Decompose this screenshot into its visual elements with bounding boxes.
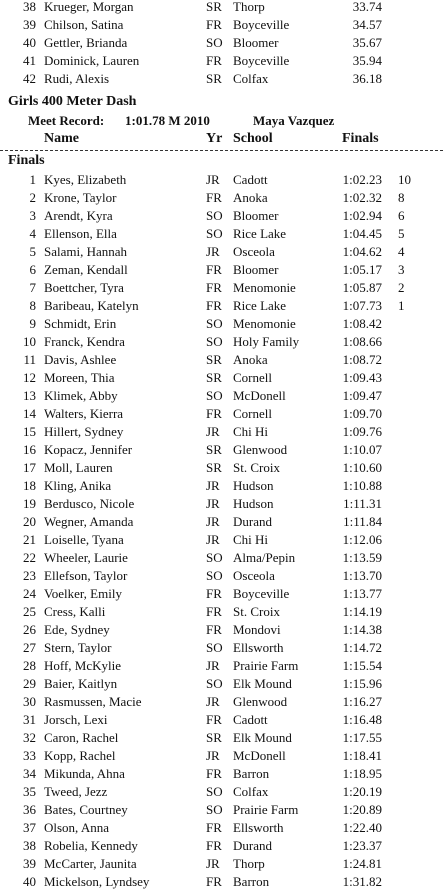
year-cell: SO <box>206 226 223 241</box>
year-cell: SR <box>206 0 222 14</box>
school-cell: Durand <box>233 514 272 529</box>
year-cell: FR <box>206 53 222 68</box>
athlete-name: Wheeler, Laurie <box>44 550 128 565</box>
year-cell: JR <box>206 496 220 511</box>
place-cell: 39 <box>23 856 36 871</box>
final-time: 1:31.82 <box>342 874 382 889</box>
place-cell: 34 <box>23 766 36 781</box>
school-cell: St. Croix <box>233 604 280 619</box>
school-cell: Osceola <box>233 244 275 259</box>
year-cell: SO <box>206 784 223 799</box>
athlete-name: Cress, Kalli <box>44 604 106 619</box>
place-cell: 30 <box>23 694 36 709</box>
athlete-name: Ellenson, Ella <box>44 226 117 241</box>
place-cell: 22 <box>23 550 36 565</box>
result-row <box>0 0 443 16</box>
result-row <box>0 711 443 729</box>
year-cell: SO <box>206 802 223 817</box>
school-cell: Ellsworth <box>233 820 284 835</box>
school-cell: Rice Lake <box>233 298 287 313</box>
athlete-name: Voelker, Emily <box>44 586 122 601</box>
athlete-name: Wegner, Amanda <box>44 514 134 529</box>
athlete-name: Berdusco, Nicole <box>44 496 135 511</box>
result-row <box>0 405 443 423</box>
result-row <box>0 675 443 693</box>
year-cell: SR <box>206 352 222 367</box>
school-cell: Mondovi <box>233 622 281 637</box>
result-row <box>0 171 443 189</box>
school-cell: Barron <box>233 874 270 889</box>
header-finals: Finals <box>342 131 379 146</box>
place-cell: 20 <box>23 514 36 529</box>
athlete-name: Tweed, Jezz <box>44 784 108 799</box>
place-cell: 12 <box>23 370 36 385</box>
final-time: 1:14.72 <box>342 640 382 655</box>
year-cell: SO <box>206 334 223 349</box>
school-cell: Osceola <box>233 568 275 583</box>
place-cell: 1 <box>29 172 36 187</box>
result-row <box>0 729 443 747</box>
athlete-name: Schmidt, Erin <box>44 316 117 331</box>
athlete-name: Mikunda, Ahna <box>44 766 125 781</box>
result-row <box>0 783 443 801</box>
athlete-name: Krueger, Morgan <box>44 0 134 14</box>
year-cell: FR <box>206 766 222 781</box>
place-cell: 35 <box>23 784 36 799</box>
final-time: 1:13.59 <box>342 550 382 565</box>
points-cell: 1 <box>398 298 405 313</box>
final-time: 1:20.89 <box>342 802 382 817</box>
result-row <box>0 513 443 531</box>
year-cell: SO <box>206 208 223 223</box>
result-row <box>0 657 443 675</box>
final-time: 1:23.37 <box>342 838 382 853</box>
year-cell: SO <box>206 316 223 331</box>
place-cell: 2 <box>29 190 36 205</box>
final-time: 35.67 <box>352 35 382 50</box>
athlete-name: Loiselle, Tyana <box>44 532 124 547</box>
place-cell: 32 <box>23 730 36 745</box>
result-row <box>0 243 443 261</box>
year-cell: FR <box>206 406 222 421</box>
result-row <box>0 441 443 459</box>
place-cell: 37 <box>23 820 36 835</box>
result-row <box>0 261 443 279</box>
result-row <box>0 495 443 513</box>
points-cell: 3 <box>398 262 405 277</box>
year-cell: JR <box>206 748 220 763</box>
place-cell: 41 <box>23 53 36 68</box>
athlete-name: Ede, Sydney <box>44 622 110 637</box>
points-cell: 2 <box>398 280 405 295</box>
athlete-name: Mickelson, Lyndsey <box>44 874 150 889</box>
athlete-name: Rudi, Alexis <box>44 71 110 86</box>
athlete-name: Olson, Anna <box>44 820 109 835</box>
result-row <box>0 279 443 297</box>
result-row <box>0 837 443 855</box>
place-cell: 23 <box>23 568 36 583</box>
event-title: Girls 400 Meter Dash <box>8 94 137 109</box>
result-row <box>0 819 443 837</box>
athlete-name: McCarter, Jaunita <box>44 856 137 871</box>
final-time: 36.18 <box>352 71 382 86</box>
school-cell: Holy Family <box>233 334 300 349</box>
athlete-name: Rasmussen, Macie <box>44 694 142 709</box>
place-cell: 17 <box>23 460 36 475</box>
year-cell: FR <box>206 262 222 277</box>
final-time: 1:20.19 <box>342 784 382 799</box>
result-row <box>0 387 443 405</box>
year-cell: JR <box>206 172 220 187</box>
year-cell: JR <box>206 856 220 871</box>
place-cell: 14 <box>23 406 36 421</box>
result-row <box>0 873 443 891</box>
result-row <box>0 855 443 873</box>
year-cell: SO <box>206 550 223 565</box>
place-cell: 11 <box>23 352 36 367</box>
year-cell: JR <box>206 424 220 439</box>
result-row <box>0 52 443 70</box>
school-cell: Anoka <box>233 352 268 367</box>
final-time: 1:24.81 <box>342 856 382 871</box>
athlete-name: Walters, Kierra <box>44 406 124 421</box>
school-cell: Boyceville <box>233 53 290 68</box>
school-cell: Glenwood <box>233 694 288 709</box>
year-cell: FR <box>206 280 222 295</box>
school-cell: Colfax <box>233 71 269 86</box>
header-school: School <box>233 131 273 146</box>
school-cell: Elk Mound <box>233 730 292 745</box>
result-row <box>0 315 443 333</box>
result-row <box>0 477 443 495</box>
school-cell: Thorp <box>233 856 265 871</box>
place-cell: 15 <box>23 424 36 439</box>
year-cell: FR <box>206 17 222 32</box>
place-cell: 28 <box>23 658 36 673</box>
school-cell: Elk Mound <box>233 676 292 691</box>
year-cell: SO <box>206 676 223 691</box>
result-row <box>0 333 443 351</box>
result-row <box>0 351 443 369</box>
athlete-name: Moreen, Thia <box>44 370 115 385</box>
final-time: 1:02.32 <box>342 190 382 205</box>
place-cell: 33 <box>23 748 36 763</box>
final-time: 1:07.73 <box>342 298 382 313</box>
year-cell: SR <box>206 71 222 86</box>
school-cell: Cornell <box>233 406 272 421</box>
final-time: 1:15.96 <box>342 676 382 691</box>
year-cell: JR <box>206 478 220 493</box>
final-time: 1:05.17 <box>342 262 382 277</box>
athlete-name: Robelia, Kennedy <box>44 838 138 853</box>
athlete-name: Dominick, Lauren <box>44 53 140 68</box>
result-row <box>0 801 443 819</box>
school-cell: Cadott <box>233 712 268 727</box>
athlete-name: Stern, Taylor <box>44 640 112 655</box>
athlete-name: Kopp, Rachel <box>44 748 116 763</box>
school-cell: Alma/Pepin <box>233 550 296 565</box>
result-row <box>0 639 443 657</box>
points-cell: 4 <box>398 244 405 259</box>
result-row <box>0 693 443 711</box>
final-time: 1:14.38 <box>342 622 382 637</box>
final-time: 1:22.40 <box>342 820 382 835</box>
place-cell: 38 <box>23 838 36 853</box>
year-cell: JR <box>206 658 220 673</box>
athlete-name: Salami, Hannah <box>44 244 128 259</box>
meet-record-label: Meet Record: <box>28 113 105 128</box>
final-time: 1:08.66 <box>342 334 382 349</box>
result-row <box>0 621 443 639</box>
place-cell: 19 <box>23 496 36 511</box>
athlete-name: Franck, Kendra <box>44 334 125 349</box>
result-row <box>0 765 443 783</box>
school-cell: Cadott <box>233 172 268 187</box>
athlete-name: Moll, Lauren <box>44 460 113 475</box>
athlete-name: Arendt, Kyra <box>44 208 113 223</box>
school-cell: Rice Lake <box>233 226 287 241</box>
place-cell: 16 <box>23 442 36 457</box>
place-cell: 4 <box>29 226 36 241</box>
school-cell: Colfax <box>233 784 269 799</box>
result-row <box>0 70 443 88</box>
athlete-name: Zeman, Kendall <box>44 262 128 277</box>
result-row <box>0 531 443 549</box>
year-cell: SO <box>206 388 223 403</box>
result-row <box>0 585 443 603</box>
athlete-name: Kopacz, Jennifer <box>44 442 133 457</box>
school-cell: Prairie Farm <box>233 658 299 673</box>
year-cell: SR <box>206 730 222 745</box>
school-cell: Boyceville <box>233 17 290 32</box>
place-cell: 24 <box>23 586 36 601</box>
final-time: 1:14.19 <box>342 604 382 619</box>
place-cell: 5 <box>29 244 36 259</box>
final-time: 1:11.84 <box>343 514 382 529</box>
points-cell: 8 <box>398 190 405 205</box>
final-time: 1:09.43 <box>342 370 382 385</box>
school-cell: Prairie Farm <box>233 802 299 817</box>
school-cell: Barron <box>233 766 270 781</box>
result-row <box>0 189 443 207</box>
year-cell: FR <box>206 874 222 889</box>
final-time: 1:10.88 <box>342 478 382 493</box>
final-time: 1:09.76 <box>342 424 382 439</box>
school-cell: Bloomer <box>233 35 279 50</box>
final-time: 1:18.95 <box>342 766 382 781</box>
final-time: 1:11.31 <box>343 496 382 511</box>
result-row <box>0 459 443 477</box>
final-time: 1:04.62 <box>342 244 382 259</box>
school-cell: Bloomer <box>233 262 279 277</box>
final-time: 1:17.55 <box>342 730 382 745</box>
result-row <box>0 297 443 315</box>
athlete-name: Boettcher, Tyra <box>44 280 124 295</box>
place-cell: 26 <box>23 622 36 637</box>
result-row <box>0 369 443 387</box>
place-cell: 40 <box>23 35 36 50</box>
final-time: 1:05.87 <box>342 280 382 295</box>
athlete-name: Gettler, Brianda <box>44 35 128 50</box>
place-cell: 29 <box>23 676 36 691</box>
final-time: 1:16.27 <box>342 694 382 709</box>
school-cell: Boyceville <box>233 586 290 601</box>
result-row <box>0 423 443 441</box>
final-time: 1:10.07 <box>342 442 382 457</box>
athlete-name: Jorsch, Lexi <box>44 712 108 727</box>
final-time: 1:15.54 <box>342 658 382 673</box>
final-time: 1:04.45 <box>342 226 382 241</box>
athlete-name: Bates, Courtney <box>44 802 128 817</box>
school-cell: Hudson <box>233 496 274 511</box>
school-cell: Menomonie <box>233 280 296 295</box>
place-cell: 21 <box>23 532 36 547</box>
points-cell: 5 <box>398 226 405 241</box>
final-time: 1:10.60 <box>342 460 382 475</box>
place-cell: 13 <box>23 388 36 403</box>
school-cell: Anoka <box>233 190 268 205</box>
school-cell: Bloomer <box>233 208 279 223</box>
year-cell: FR <box>206 586 222 601</box>
place-cell: 10 <box>23 334 36 349</box>
athlete-name: Baier, Kaitlyn <box>44 676 118 691</box>
header-divider <box>0 150 443 151</box>
final-time: 1:12.06 <box>342 532 382 547</box>
school-cell: Menomonie <box>233 316 296 331</box>
result-row <box>0 34 443 52</box>
place-cell: 25 <box>23 604 36 619</box>
school-cell: Hudson <box>233 478 274 493</box>
final-time: 1:18.41 <box>342 748 382 763</box>
year-cell: SR <box>206 442 222 457</box>
athlete-name: Chilson, Satina <box>44 17 124 32</box>
result-row <box>0 747 443 765</box>
year-cell: FR <box>206 622 222 637</box>
athlete-name: Kyes, Elizabeth <box>44 172 127 187</box>
athlete-name: Davis, Ashlee <box>44 352 117 367</box>
school-cell: McDonell <box>233 748 286 763</box>
place-cell: 8 <box>29 298 36 313</box>
year-cell: FR <box>206 838 222 853</box>
year-cell: JR <box>206 244 220 259</box>
place-cell: 6 <box>29 262 36 277</box>
school-cell: Thorp <box>233 0 265 14</box>
meet-record-value: 1:01.78 M 2010 <box>125 113 210 128</box>
school-cell: Durand <box>233 838 272 853</box>
place-cell: 38 <box>23 0 36 14</box>
final-time: 1:13.77 <box>342 586 382 601</box>
result-row <box>0 567 443 585</box>
year-cell: JR <box>206 514 220 529</box>
final-time: 1:09.70 <box>342 406 382 421</box>
section-label: Finals <box>8 153 45 168</box>
year-cell: JR <box>206 694 220 709</box>
school-cell: Chi Hi <box>233 532 269 547</box>
result-row <box>0 603 443 621</box>
final-time: 1:13.70 <box>342 568 382 583</box>
school-cell: McDonell <box>233 388 286 403</box>
points-cell: 6 <box>398 208 405 223</box>
year-cell: SR <box>206 370 222 385</box>
final-time: 1:02.94 <box>342 208 382 223</box>
final-time: 35.94 <box>352 53 382 68</box>
athlete-name: Baribeau, Katelyn <box>44 298 139 313</box>
result-row <box>0 549 443 567</box>
place-cell: 9 <box>29 316 36 331</box>
place-cell: 7 <box>29 280 36 295</box>
athlete-name: Ellefson, Taylor <box>44 568 128 583</box>
year-cell: FR <box>206 190 222 205</box>
place-cell: 36 <box>23 802 36 817</box>
meet-record-holder: Maya Vazquez <box>253 113 335 128</box>
athlete-name: Caron, Rachel <box>44 730 119 745</box>
athlete-name: Hoff, McKylie <box>44 658 122 673</box>
year-cell: FR <box>206 298 222 313</box>
final-time: 1:08.72 <box>342 352 382 367</box>
place-cell: 42 <box>23 71 36 86</box>
final-time: 34.57 <box>352 17 382 32</box>
school-cell: Ellsworth <box>233 640 284 655</box>
points-cell: 10 <box>398 172 411 187</box>
year-cell: SO <box>206 640 223 655</box>
year-cell: JR <box>206 532 220 547</box>
place-cell: 18 <box>23 478 36 493</box>
athlete-name: Klimek, Abby <box>44 388 118 403</box>
school-cell: Chi Hi <box>233 424 269 439</box>
place-cell: 3 <box>29 208 36 223</box>
athlete-name: Kling, Anika <box>44 478 112 493</box>
result-row <box>0 225 443 243</box>
place-cell: 31 <box>23 712 36 727</box>
year-cell: SO <box>206 568 223 583</box>
school-cell: Glenwood <box>233 442 288 457</box>
athlete-name: Krone, Taylor <box>44 190 117 205</box>
athlete-name: Hillert, Sydney <box>44 424 124 439</box>
result-row <box>0 16 443 34</box>
school-cell: Cornell <box>233 370 272 385</box>
final-time: 1:09.47 <box>342 388 382 403</box>
year-cell: SR <box>206 460 222 475</box>
year-cell: FR <box>206 604 222 619</box>
final-time: 1:16.48 <box>342 712 382 727</box>
school-cell: St. Croix <box>233 460 280 475</box>
place-cell: 27 <box>23 640 36 655</box>
year-cell: SO <box>206 35 223 50</box>
final-time: 1:02.23 <box>342 172 382 187</box>
place-cell: 40 <box>23 874 36 889</box>
final-time: 1:08.42 <box>342 316 382 331</box>
year-cell: FR <box>206 820 222 835</box>
header-name: Name <box>44 131 79 146</box>
result-row <box>0 207 443 225</box>
place-cell: 39 <box>23 17 36 32</box>
header-yr: Yr <box>206 131 223 146</box>
year-cell: FR <box>206 712 222 727</box>
final-time: 33.74 <box>352 0 382 14</box>
